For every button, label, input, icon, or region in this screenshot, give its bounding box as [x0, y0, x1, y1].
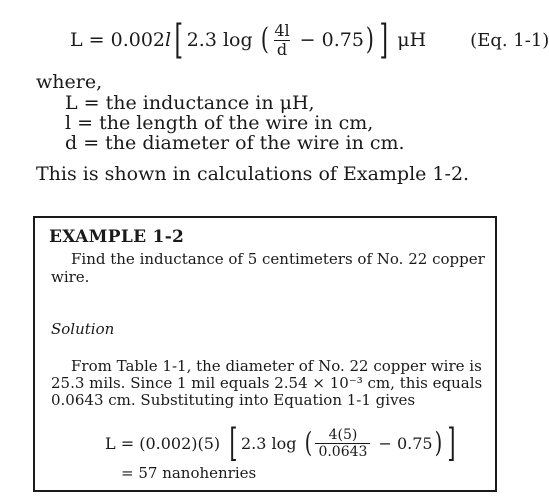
eq2-left-paren: ( [304, 426, 312, 459]
eq1-frac-num: 4l [274, 20, 290, 40]
eq1-frac-den: d [274, 40, 290, 59]
eq1-fraction [272, 22, 291, 59]
eq2-lhs: L = (0.002)(5) [105, 433, 221, 453]
eq2-frac-den: 0.0643 [315, 443, 370, 460]
eq1-left-paren: ( [260, 22, 269, 57]
eq1-left-bracket: [ [174, 17, 184, 63]
result-line: = 57 nanohenries [121, 464, 257, 482]
definition-length: l = the length of the wire in cm, [65, 112, 374, 134]
eq1-label: (Eq. 1-1) [470, 29, 549, 51]
example-box [33, 216, 497, 492]
eq2-right-paren: ) [434, 426, 442, 459]
solution-line-2: 25.3 mils. Since 1 mil equals 2.54 × 10⁻³ cm, this equals [51, 374, 483, 392]
eq1-lhs: L = 0.002 [70, 29, 166, 51]
eq1-right-paren: ) [365, 22, 374, 57]
eq2-frac-num: 4(5) [328, 426, 358, 443]
eq2-right-bracket: ] [446, 421, 456, 465]
eq2-minus-term: − 0.75 [378, 433, 433, 453]
eq1-right-bracket: ] [379, 17, 388, 63]
eq2-coef: 2.3 log [240, 433, 297, 453]
eq1-coef: 2.3 log [186, 29, 253, 51]
eq2-left-bracket: [ [229, 421, 238, 465]
example-title: EXAMPLE 1-2 [49, 227, 185, 247]
where-label: where, [36, 71, 103, 93]
eq1-minus-term: − 0.75 [299, 29, 364, 51]
example-problem-line-1: Find the inductance of 5 centimeters of No. 22 copper [71, 250, 485, 268]
solution-line-3: 0.0643 cm. Substituting into Equation 1-1 gives [51, 391, 416, 409]
solution-label: Solution [51, 320, 115, 338]
eq1-unit: μH [397, 29, 427, 51]
solution-line-1: From Table 1-1, the diameter of No. 22 copper wire is [71, 357, 482, 375]
definition-inductance: L = the inductance in μH, [65, 92, 315, 114]
definition-diameter: d = the diameter of the wire in cm. [65, 132, 405, 154]
example-problem-line-2: wire. [51, 268, 90, 286]
eq1-l-var: l [165, 29, 172, 51]
equation-1-1 [70, 16, 549, 64]
example-reference-text: This is shown in calculations of Example 1-2. [36, 163, 470, 185]
substituted-equation [105, 421, 458, 465]
eq2-fraction [315, 427, 370, 460]
